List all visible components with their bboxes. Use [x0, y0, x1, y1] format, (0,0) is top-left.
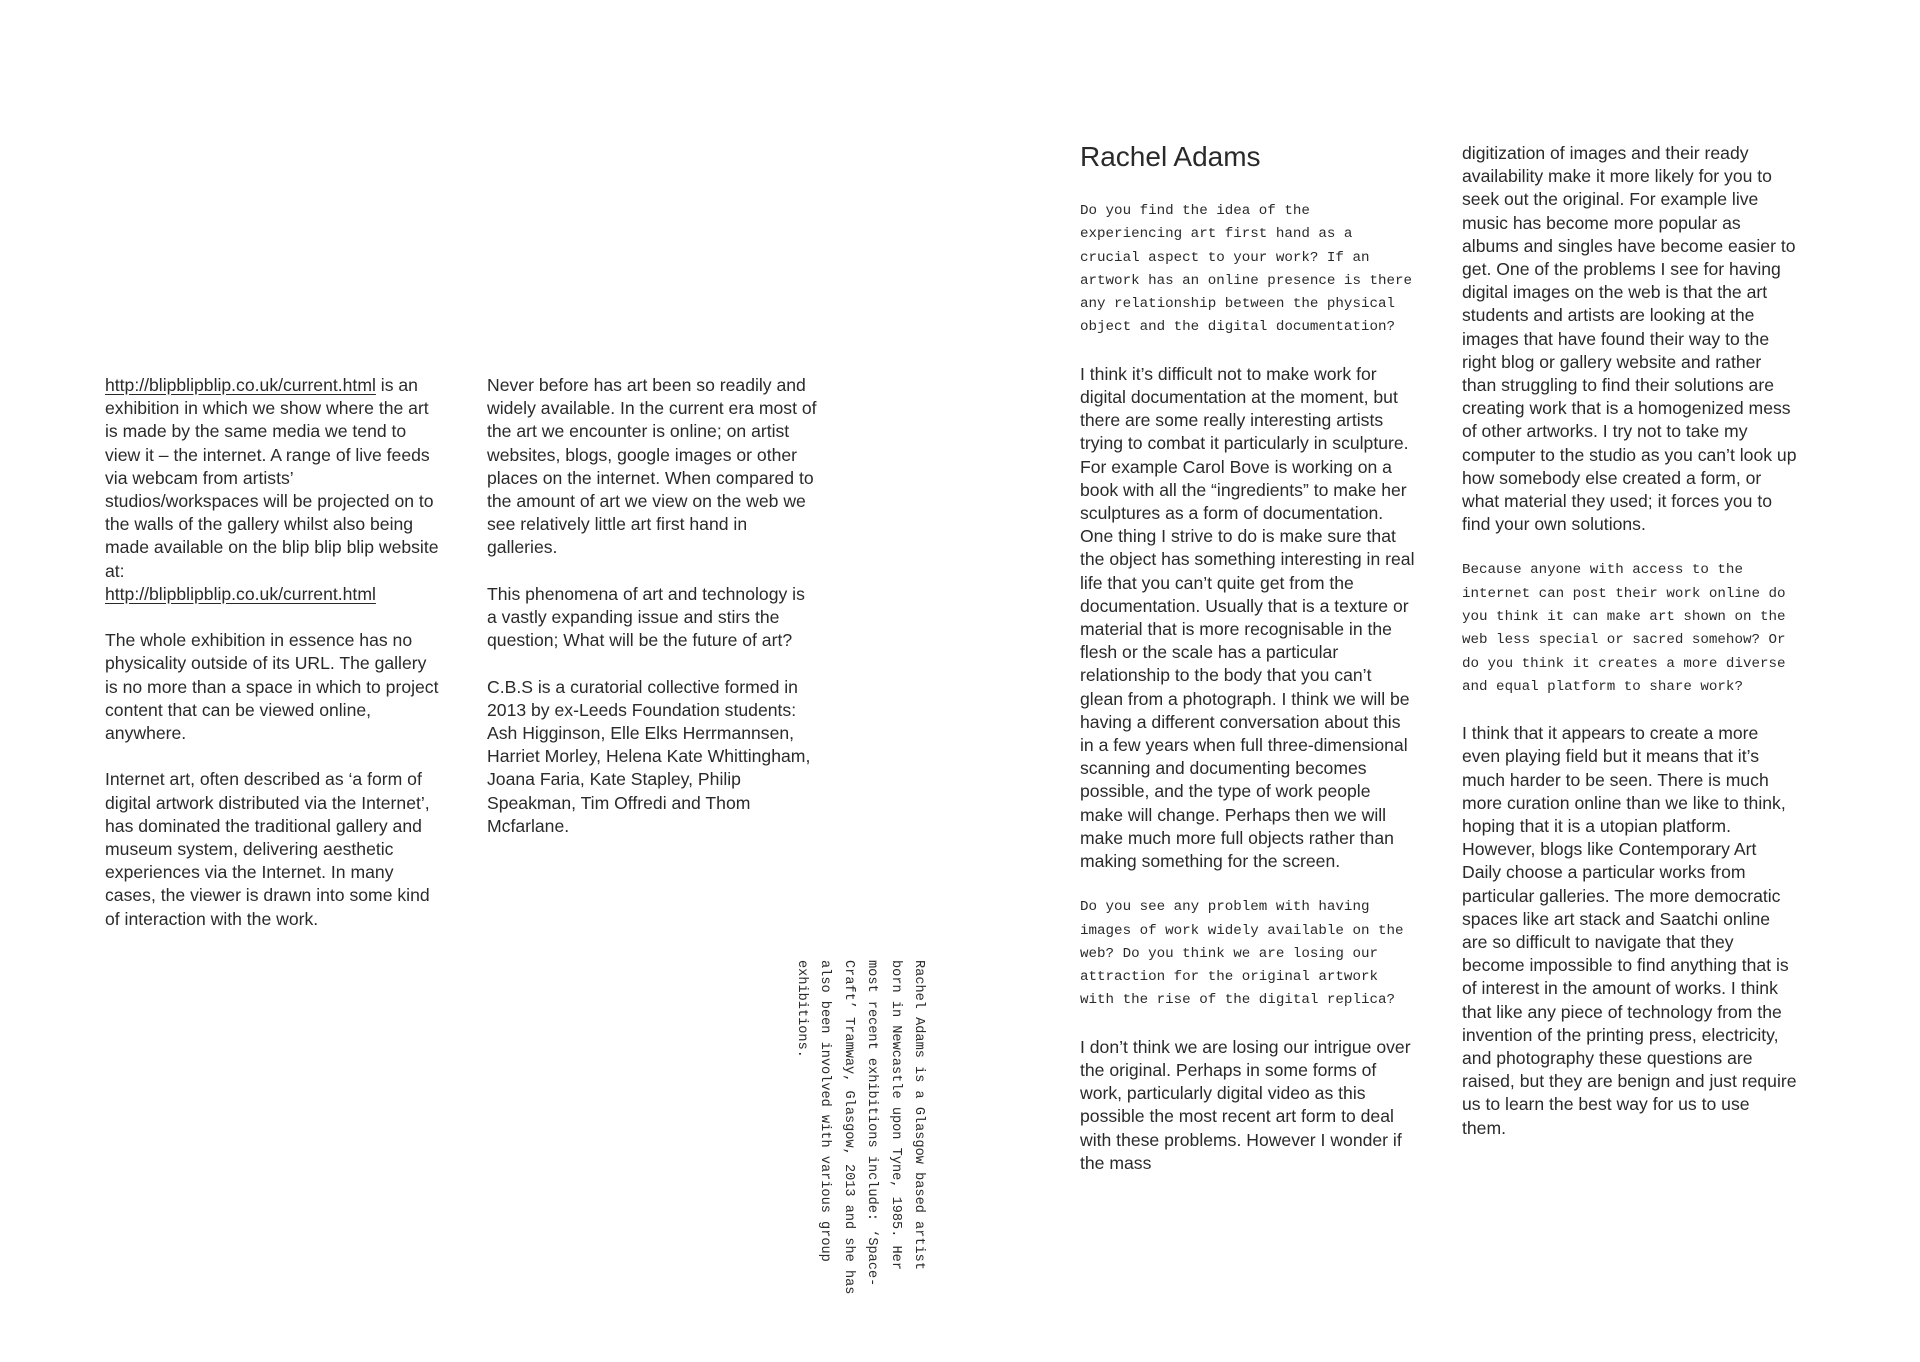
answer-2-continued: digitization of images and their ready availability make it more likely for you to seek out the original. For example live music has become more popular as albums and singles have become easier to get. One of the problems I see for having digital images on the web is that the art students and artists are looking at the images that have found their way to the right blog or gallery website and rather than struggling to find their solutions are creating work that is a homogenized mess of other artworks. I try not to take my computer to the studio as you can’t look up how somebody else created a form, or what material they used; it forces you to find your own solutions.	[1462, 143, 1797, 535]
context-paragraph-2: This phenomena of art and technology is a vastly expanding issue and stirs the question; What will be the future of art?	[487, 583, 805, 651]
artist-name-title: Rachel Adams	[1080, 141, 1261, 172]
answer-3: I think that it appears to create a more even playing field but it means that it’s much harder to be seen. There is much more curation online than we like to think, hoping that it is a utopian platform. However, blogs like Contemporary Art Daily choose a particular works from particular galleries. The more democratic spaces like art stack and Saatchi online are so difficult to navigate that they become impossible to find anything that is of interest in the amount of works. I think that like any piece of technology from the invention of the printing press, electricity, and photography these questions are raised, but they are benign and just require us to learn the best way for us to use them.	[1462, 723, 1797, 1138]
interview-column-1	[1080, 140, 1415, 1175]
intro-column	[105, 374, 440, 931]
answer-2: I don’t think we are losing our intrigue over the original. Perhaps in some forms of work, particularly digital video as this possible the most recent art form to deal with these problems. However I wonder if the mass	[1080, 1036, 1411, 1173]
artist-bio: Rachel Adams is a Glasgow based artist born in Newcastle upon Tyne, 1985. Her most recent exhibitions include: ‘Space-Craft’ Tramway, Glasgow, 2013 and she has also been involved with various group exhibitions.	[793, 960, 926, 1295]
question-1: Do you find the idea of the experiencing art first hand as a crucial aspect to your work? If an artwork has an online presence is there any relationship between the physical object and the digital documentation?	[1080, 203, 1413, 336]
intro-paragraph-2: The whole exhibition in essence has no physicality outside of its URL. The gallery is no more than a space in which to project content that can be viewed online, anywhere.	[105, 630, 439, 744]
question-3: Because anyone with access to the internet can post their work online do you think it can make art shown on the web less special or sacred somehow? Or do you think it creates a more diverse and equal platform to share work?	[1462, 562, 1786, 695]
intro-paragraph-3: Internet art, often described as ‘a form of digital artwork distributed via the Internet’, has dominated the traditional gallery and museum system, delivering aesthetic experiences via the Internet. In many cases, the viewer is drawn into some kind of interaction with the work.	[105, 769, 430, 929]
question-2: Do you see any problem with having images of work widely available on the web? Do you think we are losing our attraction for the original artwork with the rise of the digital replica?	[1080, 899, 1404, 1009]
answer-1: I think it’s difficult not to make work for digital documentation at the moment, but there are some really interesting artists trying to combat it particularly in sculpture. For example Carol Bove is working on a book with all the “ingredients” to make her sculptures as a form of documentation. One thing I strive to do is make sure that the object has something interesting in real life that you can’t quite get from the documentation. Usually that is a texture or material that is more recognisable in the flesh or the scale has a particular relationship to the body that you can’t glean from a photograph. I think we will be having a different conversation about this in a few years when full three-dimensional scanning and documenting becomes possible, and the type of work people make will change. Perhaps then we will make much more full objects rather than making something for the screen.	[1080, 363, 1415, 872]
intro-paragraph-1	[105, 374, 440, 606]
exhibition-link-repeat[interactable]: http://blipblipblip.co.uk/current.html	[105, 583, 376, 604]
exhibition-link[interactable]: http://blipblipblip.co.uk/current.html	[105, 375, 376, 395]
interview-column-2	[1462, 142, 1797, 1140]
context-column	[487, 374, 819, 838]
context-paragraph-3: C.B.S is a curatorial collective formed in 2013 by ex-Leeds Foundation students: Ash Higginson, Elle Elks Herrmannsen, Harriet Morley, Helena Kate Whittingham, Joana Faria, Kate Stapley, Philip Speakman, Tim Offredi and Thom Mcfarlane.	[487, 676, 811, 836]
context-paragraph-1: Never before has art been so readily and widely available. In the current era most of the art we encounter is online; on artist websites, blogs, google images or other places on the internet. When compared to the amount of art we view on the web we see relatively little art first hand in galleries.	[487, 375, 817, 558]
intro-text: is an exhibition in which we show where the art is made by the same media we tend to view it – the internet. A range of live feeds via webcam from artists’ studios/workspaces will be projected on to the walls of the gallery whilst also being made available on the blip blip blip website at:	[105, 375, 439, 581]
